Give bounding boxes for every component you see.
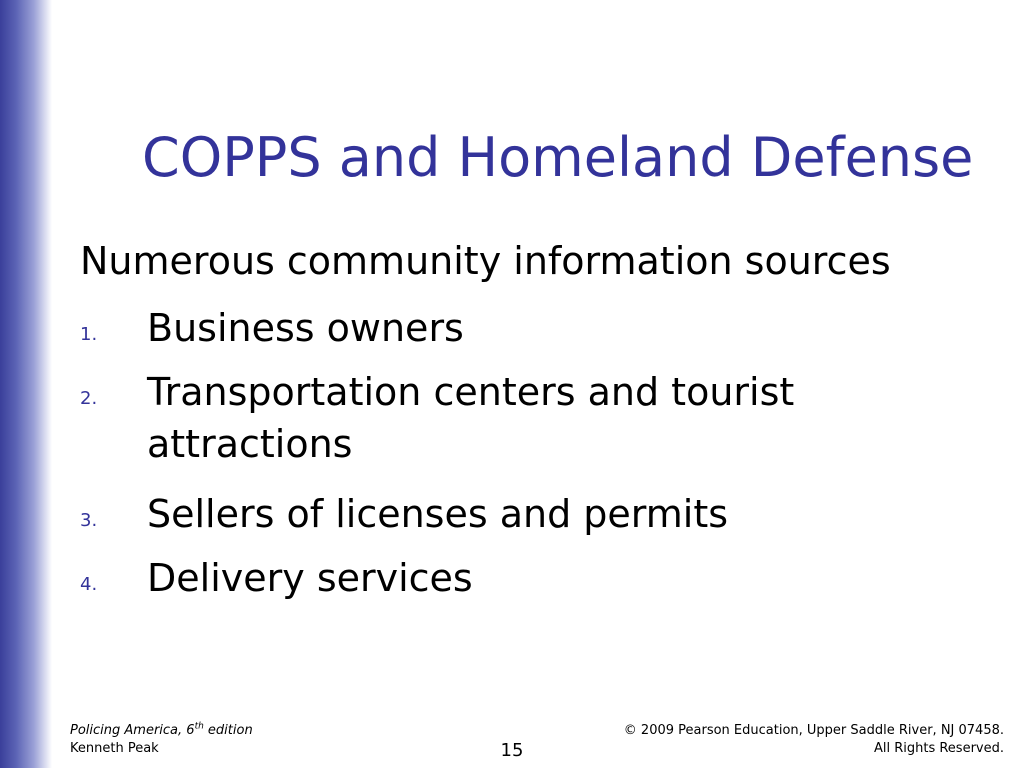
book-title-line xyxy=(70,722,253,740)
list-item-text: Sellers of licenses and permits xyxy=(147,492,729,536)
side-accent-bar xyxy=(0,0,52,768)
list-item-text: Business owners xyxy=(147,306,464,350)
list-item-number: 2. xyxy=(80,388,98,409)
author-name: Kenneth Peak xyxy=(70,741,159,756)
page-number: 15 xyxy=(500,740,524,761)
footer-book-info xyxy=(70,722,253,758)
edition-word: edition xyxy=(203,723,253,738)
copyright-line-2: All Rights Reserved. xyxy=(873,741,1004,756)
list-item-text: Delivery services xyxy=(147,556,473,600)
book-title: Policing America, 6 xyxy=(70,723,195,738)
list-item-number: 1. xyxy=(80,324,98,345)
copyright-line-1: © 2009 Pearson Education, Upper Saddle River, NJ 07458. xyxy=(623,723,1004,738)
list-item-number: 3. xyxy=(80,510,98,531)
edition-superscript: th xyxy=(194,721,204,732)
list-item-text: Transportation centers and tourist attractions xyxy=(147,370,795,466)
list-item-number: 4. xyxy=(80,574,98,595)
slide-title: COPPS and Homeland Defense xyxy=(142,126,974,189)
intro-text: Numerous community information sources xyxy=(80,239,891,283)
copyright-notice xyxy=(624,722,1004,758)
